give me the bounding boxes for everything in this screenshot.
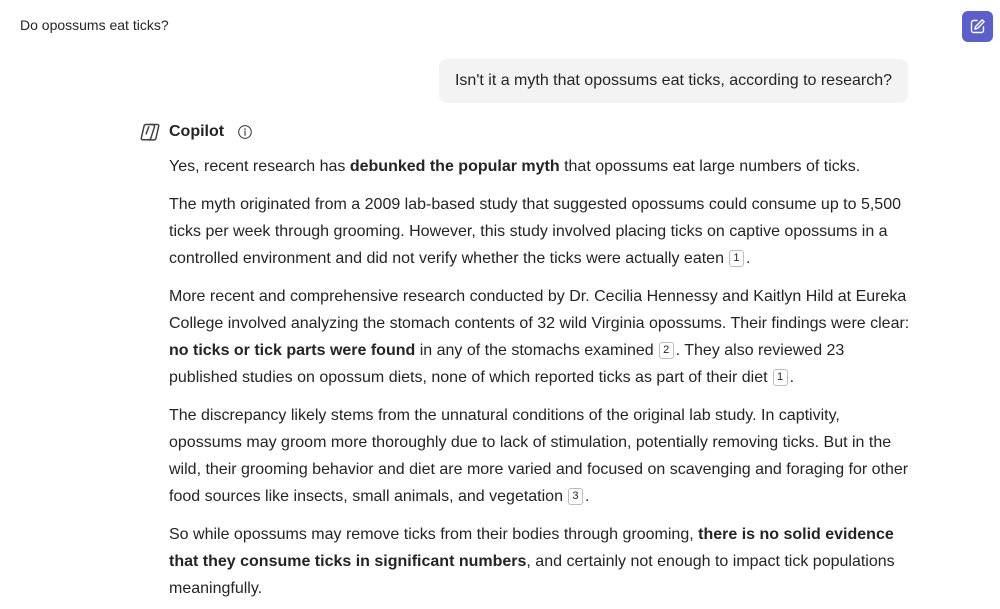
citation-badge[interactable]: 2 bbox=[659, 342, 674, 359]
assistant-name: Copilot bbox=[169, 123, 225, 140]
message-paragraph bbox=[169, 402, 911, 510]
text-run: The myth originated from a 2009 lab-based study that suggested opossums could consume up to 5,500 ticks per week through grooming. However, this study involved placing ticks on captive opossums in a controlled environment and did not verify whether the ticks were actually eaten bbox=[169, 196, 901, 267]
text-run: So while opossums may remove ticks from their bodies through grooming, bbox=[169, 526, 699, 543]
text-run: Yes, recent research has bbox=[169, 158, 350, 175]
bold-text: debunked the popular myth bbox=[349, 158, 560, 175]
message-paragraph bbox=[169, 191, 911, 272]
new-chat-button[interactable] bbox=[962, 11, 993, 42]
text-run: that opossums eat large numbers of ticks. bbox=[559, 158, 861, 175]
message-paragraph bbox=[169, 283, 911, 391]
copilot-logo-icon bbox=[139, 121, 161, 143]
bold-text: no ticks or tick parts were found bbox=[169, 342, 416, 359]
text-run: . bbox=[745, 250, 751, 267]
text-run: , and certainly not enough to impact tick populations meaningfully. bbox=[169, 553, 895, 597]
citation-badge[interactable]: 1 bbox=[729, 250, 744, 267]
new-chat-icon bbox=[969, 18, 986, 35]
text-run: The discrepancy likely stems from the unnatural conditions of the original lab study. In captivity, opossums may groom more thoroughly due to lack of stimulation, potentially removing ticks. But in the wild, their grooming behavior and diet are more varied and focused on scavenging and foraging for other food sources like insects, small animals, and vegetation bbox=[169, 407, 909, 505]
bold-text: there is no solid evidence that they consume ticks in significant numbers bbox=[169, 526, 894, 570]
user-message-text: Isn't it a myth that opossums eat ticks, according to research? bbox=[454, 72, 892, 89]
citation-badge[interactable]: 1 bbox=[773, 369, 788, 386]
assistant-header bbox=[139, 121, 253, 143]
info-icon[interactable] bbox=[237, 124, 253, 140]
citation-badge[interactable]: 3 bbox=[568, 488, 583, 505]
user-message-bubble bbox=[439, 59, 908, 103]
conversation-title: Do opossums eat ticks? bbox=[20, 17, 169, 33]
message-paragraph bbox=[169, 153, 911, 180]
text-run: More recent and comprehensive research conducted by Dr. Cecilia Hennessy and Kaitlyn Hild at Eureka College involved analyzing the stomach contents of 32 wild Virginia opossums. Their findings were clear: bbox=[169, 288, 910, 332]
text-run: . They also reviewed 23 published studies on opossum diets, none of which reported ticks as part of their diet bbox=[169, 342, 845, 386]
text-run: in any of the stomachs examined bbox=[415, 342, 654, 359]
message-paragraph bbox=[169, 521, 911, 602]
assistant-message bbox=[169, 153, 911, 609]
text-run: . bbox=[584, 488, 590, 505]
text-run: . bbox=[789, 369, 795, 386]
